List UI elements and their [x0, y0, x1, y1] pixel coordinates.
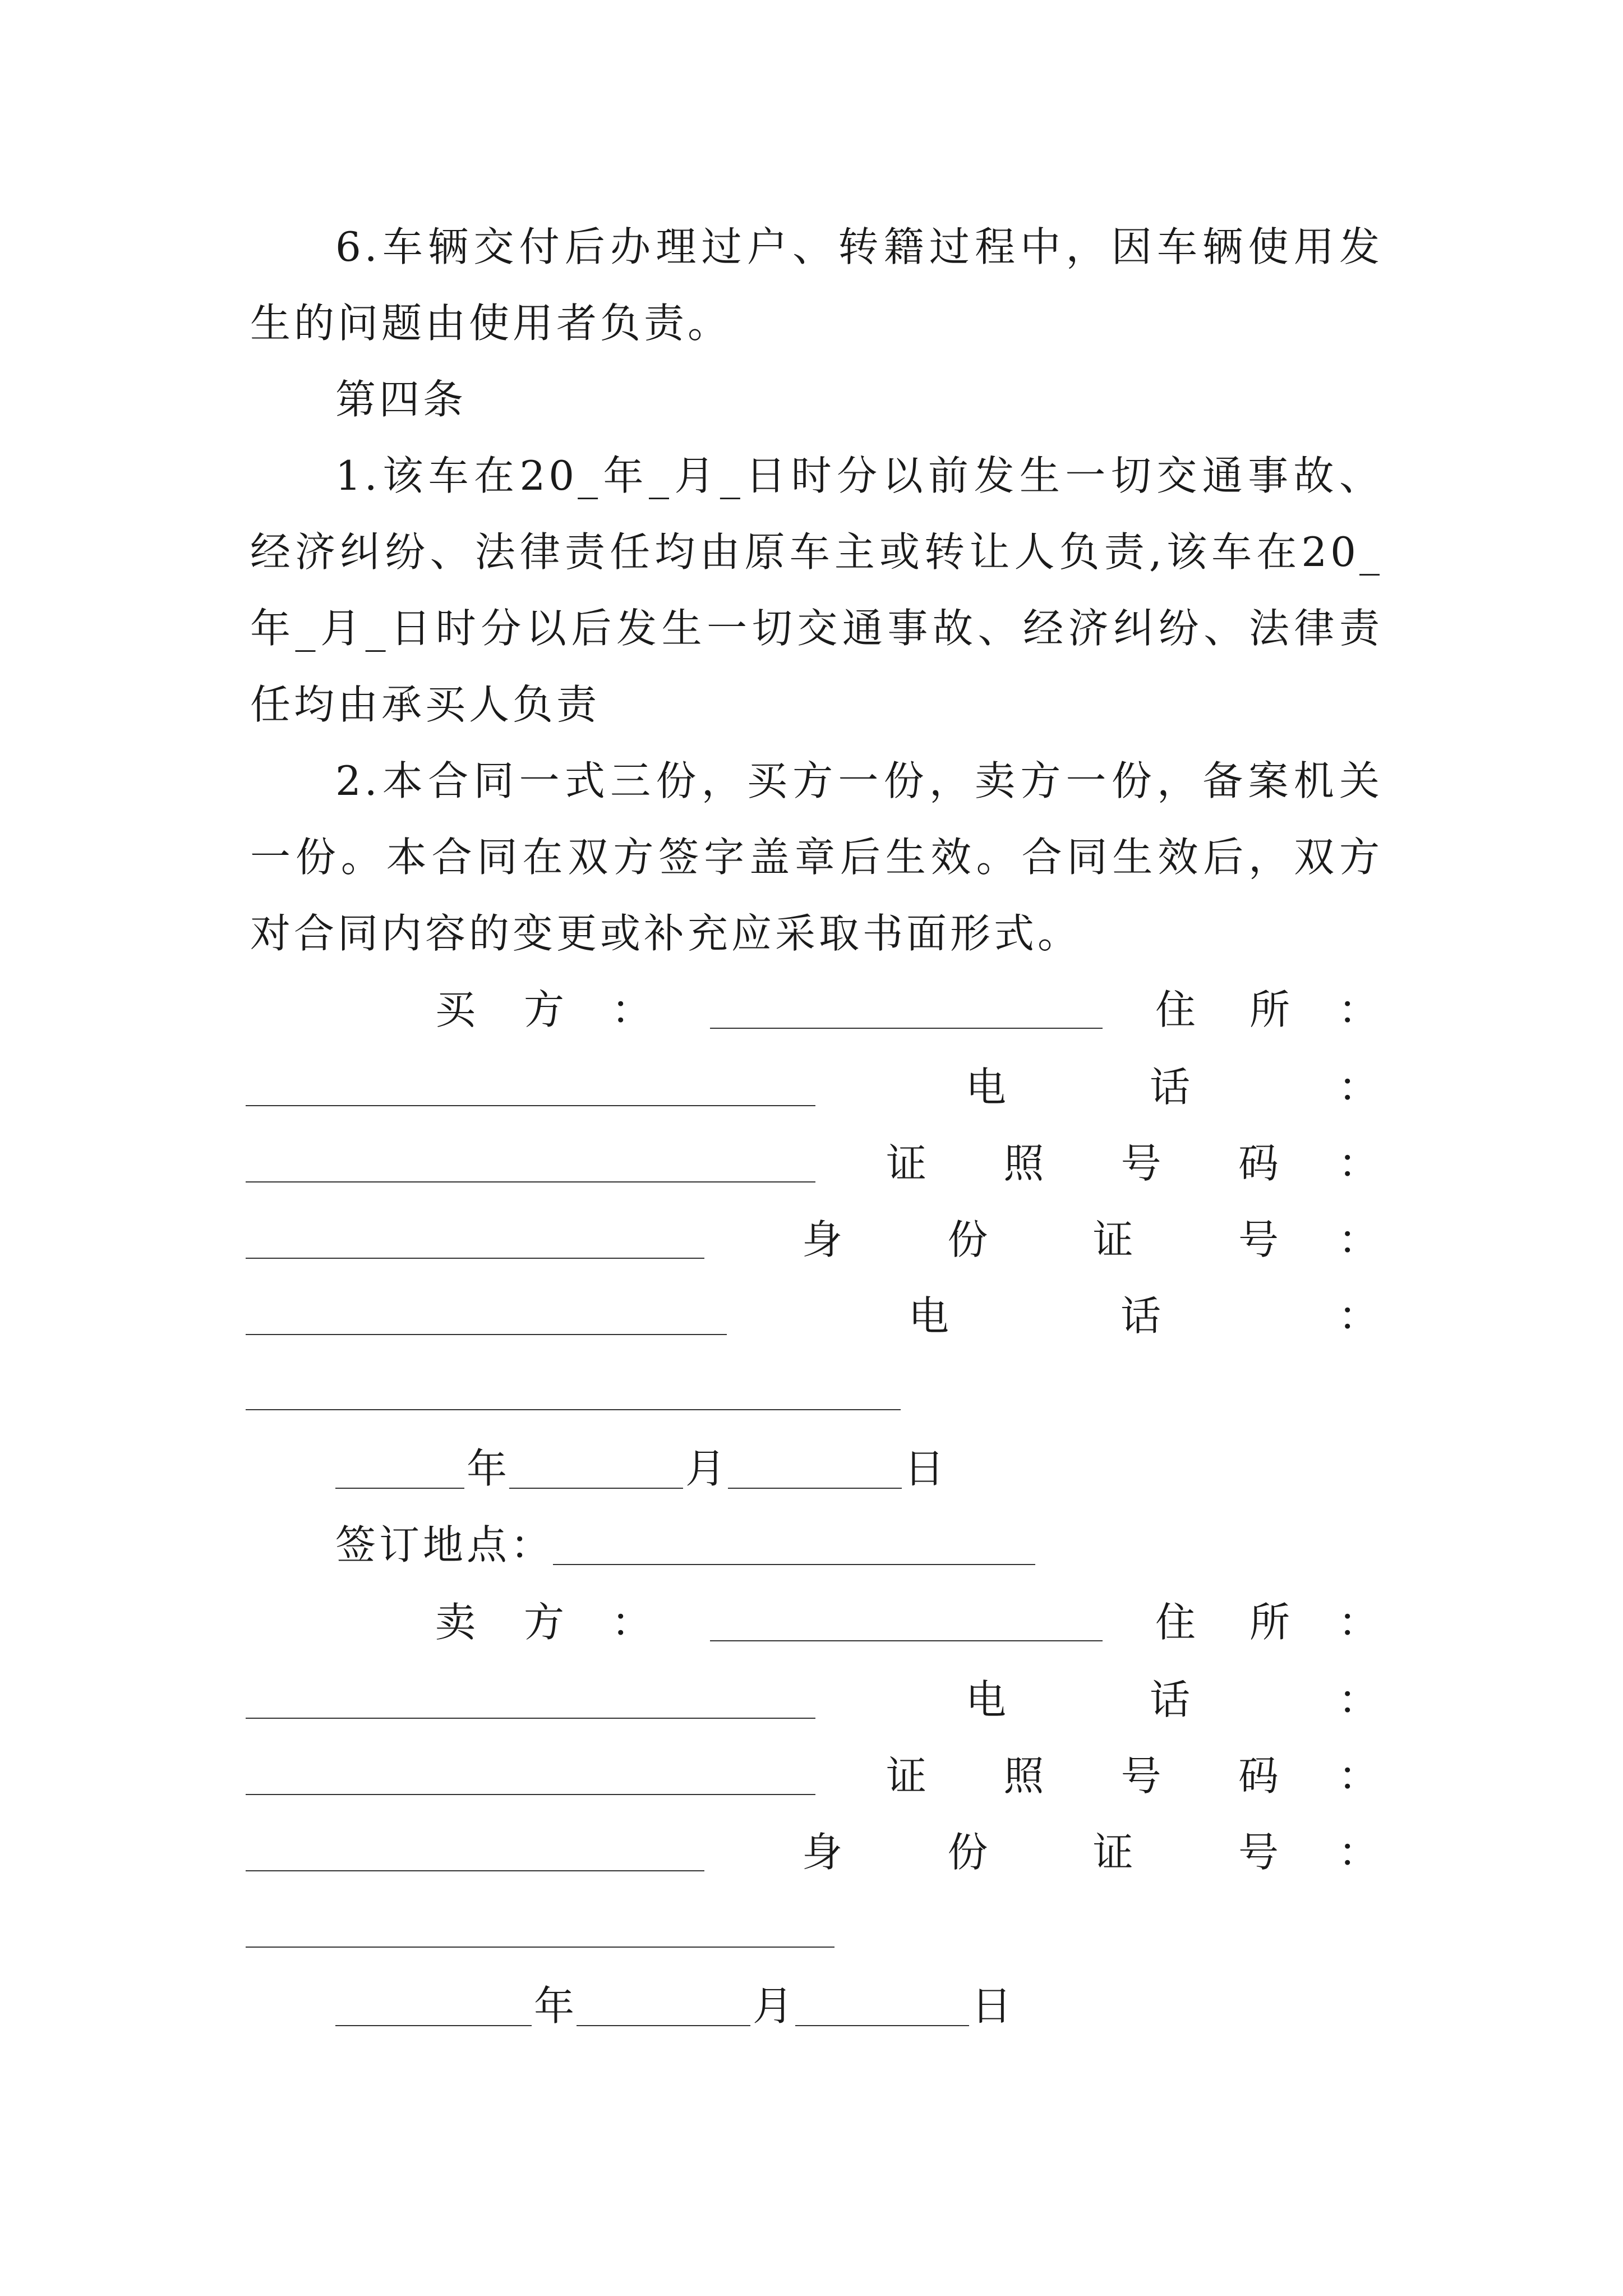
date2-day-blank[interactable]: [795, 2025, 969, 2026]
buyer-license-label: 证 照 号 码: [886, 1140, 1279, 1187]
seller-phone-blank[interactable]: [246, 1794, 815, 1795]
date2-day-label: 日: [971, 1982, 1016, 2030]
date2-year-label: 年: [534, 1982, 578, 2030]
buyer-colon: ：: [611, 986, 652, 1033]
date1-year-blank[interactable]: [335, 1488, 464, 1489]
seller-phone-colon: ：: [1338, 1676, 1379, 1723]
buyer-id-blank[interactable]: [246, 1334, 727, 1335]
seller-id-colon: ：: [1338, 1829, 1379, 1876]
buyer-phone2-blank[interactable]: [246, 1409, 901, 1410]
buyer-address-colon: ：: [1338, 986, 1379, 1033]
seller-label: 卖 方: [435, 1599, 564, 1646]
date2-month-blank[interactable]: [577, 2025, 750, 2026]
seller-phone-label: 电 话: [966, 1676, 1190, 1723]
buyer-address-blank[interactable]: [246, 1105, 815, 1106]
buyer-address-label: 住 所: [1155, 986, 1290, 1033]
sign-place-label: 签订地点：: [335, 1521, 555, 1568]
seller-colon: ：: [611, 1599, 652, 1646]
buyer-label: 买 方: [435, 986, 564, 1033]
buyer-license-colon: ：: [1338, 1140, 1379, 1187]
buyer-phone-colon: ：: [1338, 1064, 1379, 1111]
buyer-name-blank[interactable]: [710, 1028, 1103, 1029]
buyer-id-colon: ：: [1338, 1216, 1379, 1263]
buyer-phone2-colon: ：: [1338, 1292, 1379, 1340]
seller-id-label: 身 份 证 号: [802, 1829, 1279, 1876]
buyer-license-blank[interactable]: [246, 1258, 704, 1259]
seller-license-colon: ：: [1338, 1752, 1379, 1800]
seller-id-blank[interactable]: [246, 1947, 834, 1948]
seller-license-label: 证 照 号 码: [886, 1752, 1279, 1800]
date1-day-label: 日: [904, 1445, 948, 1492]
date1-year-label: 年: [467, 1445, 511, 1492]
date1-month-blank[interactable]: [509, 1488, 683, 1489]
date1-day-blank[interactable]: [728, 1488, 902, 1489]
date2-month-label: 月: [753, 1982, 797, 2030]
seller-address-label: 住 所: [1155, 1599, 1290, 1646]
seller-name-blank[interactable]: [710, 1640, 1103, 1641]
article-4-heading: 第四条: [335, 376, 467, 423]
buyer-phone-blank[interactable]: [246, 1181, 815, 1182]
date1-month-label: 月: [685, 1445, 730, 1492]
seller-license-blank[interactable]: [246, 1870, 704, 1871]
buyer-id-label: 身 份 证 号: [802, 1216, 1279, 1263]
buyer-phone2-label: 电 话: [909, 1292, 1161, 1340]
seller-address-blank[interactable]: [246, 1718, 815, 1719]
sign-place-blank[interactable]: [553, 1564, 1035, 1565]
clause-6-paragraph: 6.车辆交付后办理过户、转籍过程中，因车辆使用发生的问题由使用者负责。: [250, 223, 1383, 347]
seller-address-colon: ：: [1338, 1599, 1379, 1646]
clause-2-paragraph: 2.本合同一式三份，买方一份，卖方一份，备案机关一份。本合同在双方签字盖章后生效。合同生效后，双方对合同内容的变更或补充应采取书面形式。: [250, 757, 1383, 957]
date2-year-blank[interactable]: [335, 2025, 532, 2026]
buyer-phone-label: 电 话: [966, 1064, 1190, 1111]
clause-1-paragraph: 1.该车在20_年_月_日时分以前发生一切交通事故、经济纠纷、法律责任均由原车主或转让人负责,该车在20_年_月_日时分以后发生一切交通事故、经济纠纷、法律责任均由承买人负责: [250, 452, 1383, 728]
